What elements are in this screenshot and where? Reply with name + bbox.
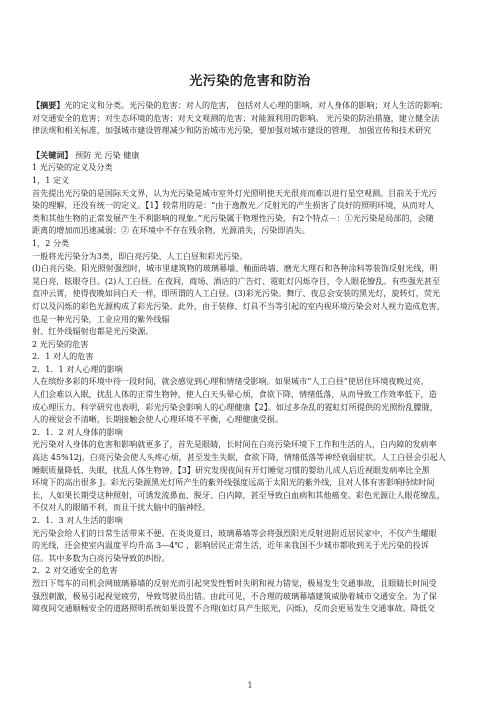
body-line: 染的理解，还没有统一的定义。【1】较常用的是：“由于逸散光／反射光的产生损害了良好的照明环境，从而对人 <box>32 200 434 211</box>
body-line: 人在缤纷多彩的环境中待一段时间，就会感觉到心理和情绪受影响。如果城市“人工白昼”使居住环境夜晚过亮， <box>32 376 429 387</box>
body-line: 长，人如果长期受这种照射，可诱发流鼻血、脱牙、白内障，甚至导致白血病和其他癌变。彩色光源让人眼花缭乱， <box>32 489 445 500</box>
body-line: 距离的增加而迅速减弱；② 在环境中不存在残余物，光源消失，污染即消失。 <box>32 225 310 236</box>
abstract-line: 对交通安全的危害；对生态环境的危害；对天文观测的危害；对能源利用的影响。 光污染的防治措施，建立健全法 <box>32 112 440 123</box>
body-line: 射、红外线辐射也都是光污染源。 <box>32 326 154 337</box>
page-number: 1 <box>247 681 253 690</box>
keywords-text: 预防 光 污染 健康 <box>72 149 140 160</box>
body-line: 烈日下驾车的司机会网玻璃幕墙的反射光而引起突发性暂时失明和视力错觉，极易发生交通事故，且眼睛长时间受 <box>32 577 437 588</box>
body-line: 光污染对人身体的危害和影响就更多了，首先是眼睛，长时间在白亮污染环境下工作和生活的人，白内障的发病率 <box>32 439 437 450</box>
body-line: 2．1．3 对人生活的影响 <box>32 515 123 525</box>
body-line: 灯以及闪烁的彩色光源构成了彩光污染。此外，由于装修、灯具不当等引起的室内视环境污染会对人视力造成危害， <box>32 300 445 311</box>
keywords <box>32 149 470 162</box>
body-line: 也是一种光污染，工业应用的紫外线辐 <box>32 313 170 324</box>
body-line: 一般将光污染分为3类，即白亮污染、人工白昼和彩光污染。 <box>32 250 248 261</box>
body-line: 首先提出光污染的是国际天文界，认为光污染是城市室外灯光照明使天光很亮而难以进行星空观测。目前关于光污 <box>32 187 437 198</box>
body-line: 1 光污染的定义及分类 <box>32 162 113 173</box>
body-line: 2．1．2 对人身体的影响 <box>32 426 123 437</box>
keywords-label: 【关键词】 <box>32 149 73 160</box>
sections <box>32 161 470 614</box>
body-line: 睡眠质量降低、失眠，扰乱人体生物钟。【3】研究发现夜间有开灯睡觉习惯的婴幼儿成人后近视眼发病率比全黑 <box>32 464 430 475</box>
abstract-text: 光的定义和分类。光污染的危害：对人的危害， 包括对人心理的影响，对人身体的影响；对人生活的影响； <box>64 100 448 110</box>
body-line: 2．1．1 对人心理的影响 <box>32 363 123 374</box>
spacer <box>32 137 470 149</box>
body-line: 2．1 对人的危害 <box>32 351 94 362</box>
document-body <box>32 99 470 615</box>
body-line: 强烈刺激，极易引起视觉疲劳，导致驾驶员出错。由此可见，不合理的玻璃幕墙建筑威胁着城市交通安全。为了保 <box>32 590 437 601</box>
abstract <box>32 99 470 137</box>
body-line: 人的视觉会不清晰，长期接触会使人心理环境不平衡，心理健康受损。 <box>32 414 283 425</box>
body-line: 不仅对人的眼睛不利，而且干扰大脑中的脑神经。 <box>32 502 211 513</box>
body-line: 成心理压力。科学研究也表明，彩光污染会影响人的心理健康【2】。如过多杂乱的霓虹灯所提供的光照纷乱朦胧， <box>32 401 438 412</box>
body-line: (l)白亮污染。阳光照射强烈时，城市里建筑物的玻璃幕墙、釉面砖墙、磨光大理石和各种涂料等装饰反射光线，明 <box>32 263 438 274</box>
body-line: 信。其中多数为白亮污染导致的纠纷。 <box>32 552 170 563</box>
body-line: 人们会难以入眠，扰乱人体的正常生物钟，使人白天头晕心烦，食欲下降，情绪低落，从而导致工作效率低下，造 <box>32 389 437 400</box>
body-line: 晃白亮，眩眼夺目。(2)人工白昼。在夜间，商场、酒店的广告灯、霓虹灯闪烁夺目，令人眼花缭乱。有些强光甚至 <box>32 275 441 286</box>
body-line: 2．2 对交通安全的危害 <box>32 565 118 576</box>
body-line: 障夜间交通顺畅安全的道路照明系统如果设置不合理(如灯具产生眩光，闪烁)，反而会更易发生交通事故。降低交 <box>32 603 435 614</box>
abstract-line: 律法规和相关标准，加强城市建设管理减少和防治城市光污染，要加强对城市建设的管理， 加强宣传和技术研究 <box>32 125 432 136</box>
body-line: 2 光污染的危害 <box>32 338 89 349</box>
body-line: 1，1 定义 <box>32 174 70 185</box>
body-line: 直冲云霄，使得夜晚如同白天一样，即所谓的人工白昼。(3)彩光污染。舞厅、夜总会安装的黑光灯，旋转灯，荧光 <box>32 288 441 299</box>
body-line: 光污染会给人们的日常生活带来不便。在炎炎夏日，玻璃幕墙等会将强烈阳光反射进附近居民家中，不仅产生耀眼 <box>32 527 437 538</box>
abstract-label: 【摘要】 <box>32 100 65 110</box>
document-title: 光污染的危害和防治 <box>189 74 311 89</box>
body-line: 1，2 分类 <box>32 237 70 248</box>
body-line: 环境下的高出很多 J。彩光污染源黑光灯所产生的紫外线强度远高于太阳光的紫外线，且对人体有害影响持续时间 <box>32 477 435 488</box>
abstract-line <box>32 99 470 112</box>
body-line: 的光线，还会使室内温度平均升高 3—4℃ ，影响居民正常生活，近年来我国不少城市都收到关于光污染的投诉 <box>32 540 429 551</box>
body-line: 高达 45%12j。白亮污染会使人头疼心烦，甚至发生失眠，食欲下降，情绪低落等神经衰弱症状。人工白昼会引起人 <box>32 452 446 463</box>
body-line: 类和其他生物的正常发展产生不利影响的现象。”光污染属于物理性污染，有2个特点－：①光污染是局部的，会随 <box>32 212 434 223</box>
